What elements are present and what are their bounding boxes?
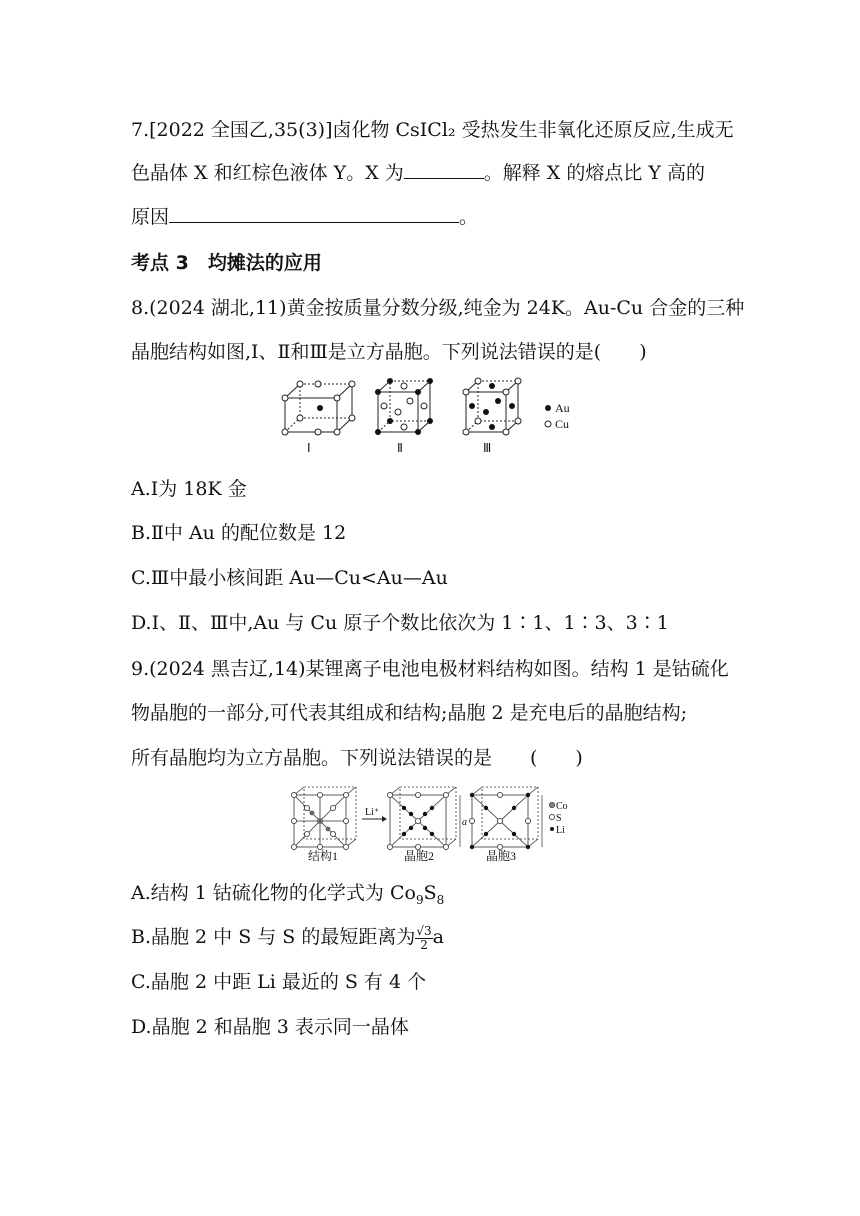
q7-line2-text-a: 色晶体 X 和红棕色液体 Y。X 为	[131, 162, 404, 184]
answer-blank-x	[404, 160, 484, 179]
legend-li-label: Li	[556, 825, 565, 836]
q7-line2-text-b: 。解释 X 的熔点比 Y 高的	[483, 162, 705, 184]
cell-label-ii: Ⅱ	[397, 441, 403, 455]
q8-option-a: A.Ⅰ为 18K 金	[131, 478, 247, 500]
q8-line1: 8.(2024 湖北,11)黄金按质量分数分级,纯金为 24K。Au-Cu 合金的三种	[131, 297, 745, 319]
fraction-numerator: √3	[416, 923, 432, 938]
cell-label-cell3: 晶胞3	[486, 849, 517, 863]
q9-option-b	[131, 924, 444, 952]
q8-line2: 晶胞结构如图,Ⅰ、Ⅱ和Ⅲ是立方晶胞。下列说法错误的是( )	[131, 341, 647, 363]
q7-line1: 7.[2022 全国乙,35(3)]卤化物 CsICl₂ 受热发生非氧化还原反应,生成无	[131, 119, 734, 141]
q9-option-a-sub-s: 8	[436, 892, 445, 907]
answer-blank-reason	[169, 204, 459, 223]
q9-line1: 9.(2024 黑吉辽,14)某锂离子电池电极材料结构如图。结构 1 是钴硫化	[131, 658, 729, 680]
q8-option-b: B.Ⅱ中 Au 的配位数是 12	[131, 522, 347, 544]
legend-cu-label: Cu	[555, 417, 570, 431]
edge-label-a: a	[462, 817, 467, 828]
q9-option-a-s: S	[423, 882, 437, 904]
q9-option-b-text: B.晶胞 2 中 S 与 S 的最短距离为	[131, 926, 416, 948]
q9-option-a-sub-co: 9	[415, 892, 424, 907]
q8-option-c: C.Ⅲ中最小核间距 Au—Cu<Au—Au	[131, 567, 448, 589]
legend-co-label: Co	[556, 801, 568, 812]
legend-li-symbol	[550, 827, 554, 831]
section-heading: 考点 3 均摊法的应用	[131, 252, 322, 274]
fraction-sqrt3-over-2	[415, 925, 432, 952]
legend-au-symbol	[545, 405, 551, 411]
legend-s-label: S	[556, 813, 562, 824]
legend-cu-symbol	[545, 421, 551, 427]
legend-co-symbol	[549, 802, 554, 807]
q8-figure-au-cu-cells	[280, 376, 590, 458]
q9-option-d: D.晶胞 2 和晶胞 3 表示同一晶体	[131, 1016, 409, 1038]
q9-line2: 物晶胞的一部分,可代表其组成和结构;晶胞 2 是充电后的晶胞结构;	[131, 702, 688, 724]
legend-au-label: Au	[555, 401, 570, 415]
q7-line3-text-b: 。	[459, 206, 479, 228]
q7-line2	[131, 160, 705, 186]
q7-line3	[131, 204, 478, 230]
cell-label-iii: Ⅲ	[483, 441, 492, 455]
q9-option-a	[131, 880, 444, 913]
q9-option-b-tail: a	[432, 926, 444, 948]
cell-label-i: Ⅰ	[307, 441, 311, 455]
q9-option-c: C.晶胞 2 中距 Li 最近的 S 有 4 个	[131, 971, 427, 993]
cell-label-cell2: 晶胞2	[404, 849, 435, 863]
cell-label-structure1: 结构1	[308, 849, 339, 863]
fraction-denominator: 2	[420, 937, 428, 952]
q7-line3-text-a: 原因	[131, 206, 170, 228]
q9-figure-cobalt-sulfide-cells	[290, 783, 580, 863]
q8-option-d: D.Ⅰ、Ⅱ、Ⅲ中,Au 与 Cu 原子个数比依次为 1∶1、1∶3、3∶1	[131, 612, 669, 634]
arrow-label-li: Li⁺	[365, 807, 380, 818]
q9-line3: 所有晶胞均为立方晶胞。下列说法错误的是 ( )	[131, 747, 583, 769]
q9-option-a-text: A.结构 1 钴硫化物的化学式为 Co	[131, 882, 416, 904]
legend-s-symbol	[549, 814, 554, 819]
